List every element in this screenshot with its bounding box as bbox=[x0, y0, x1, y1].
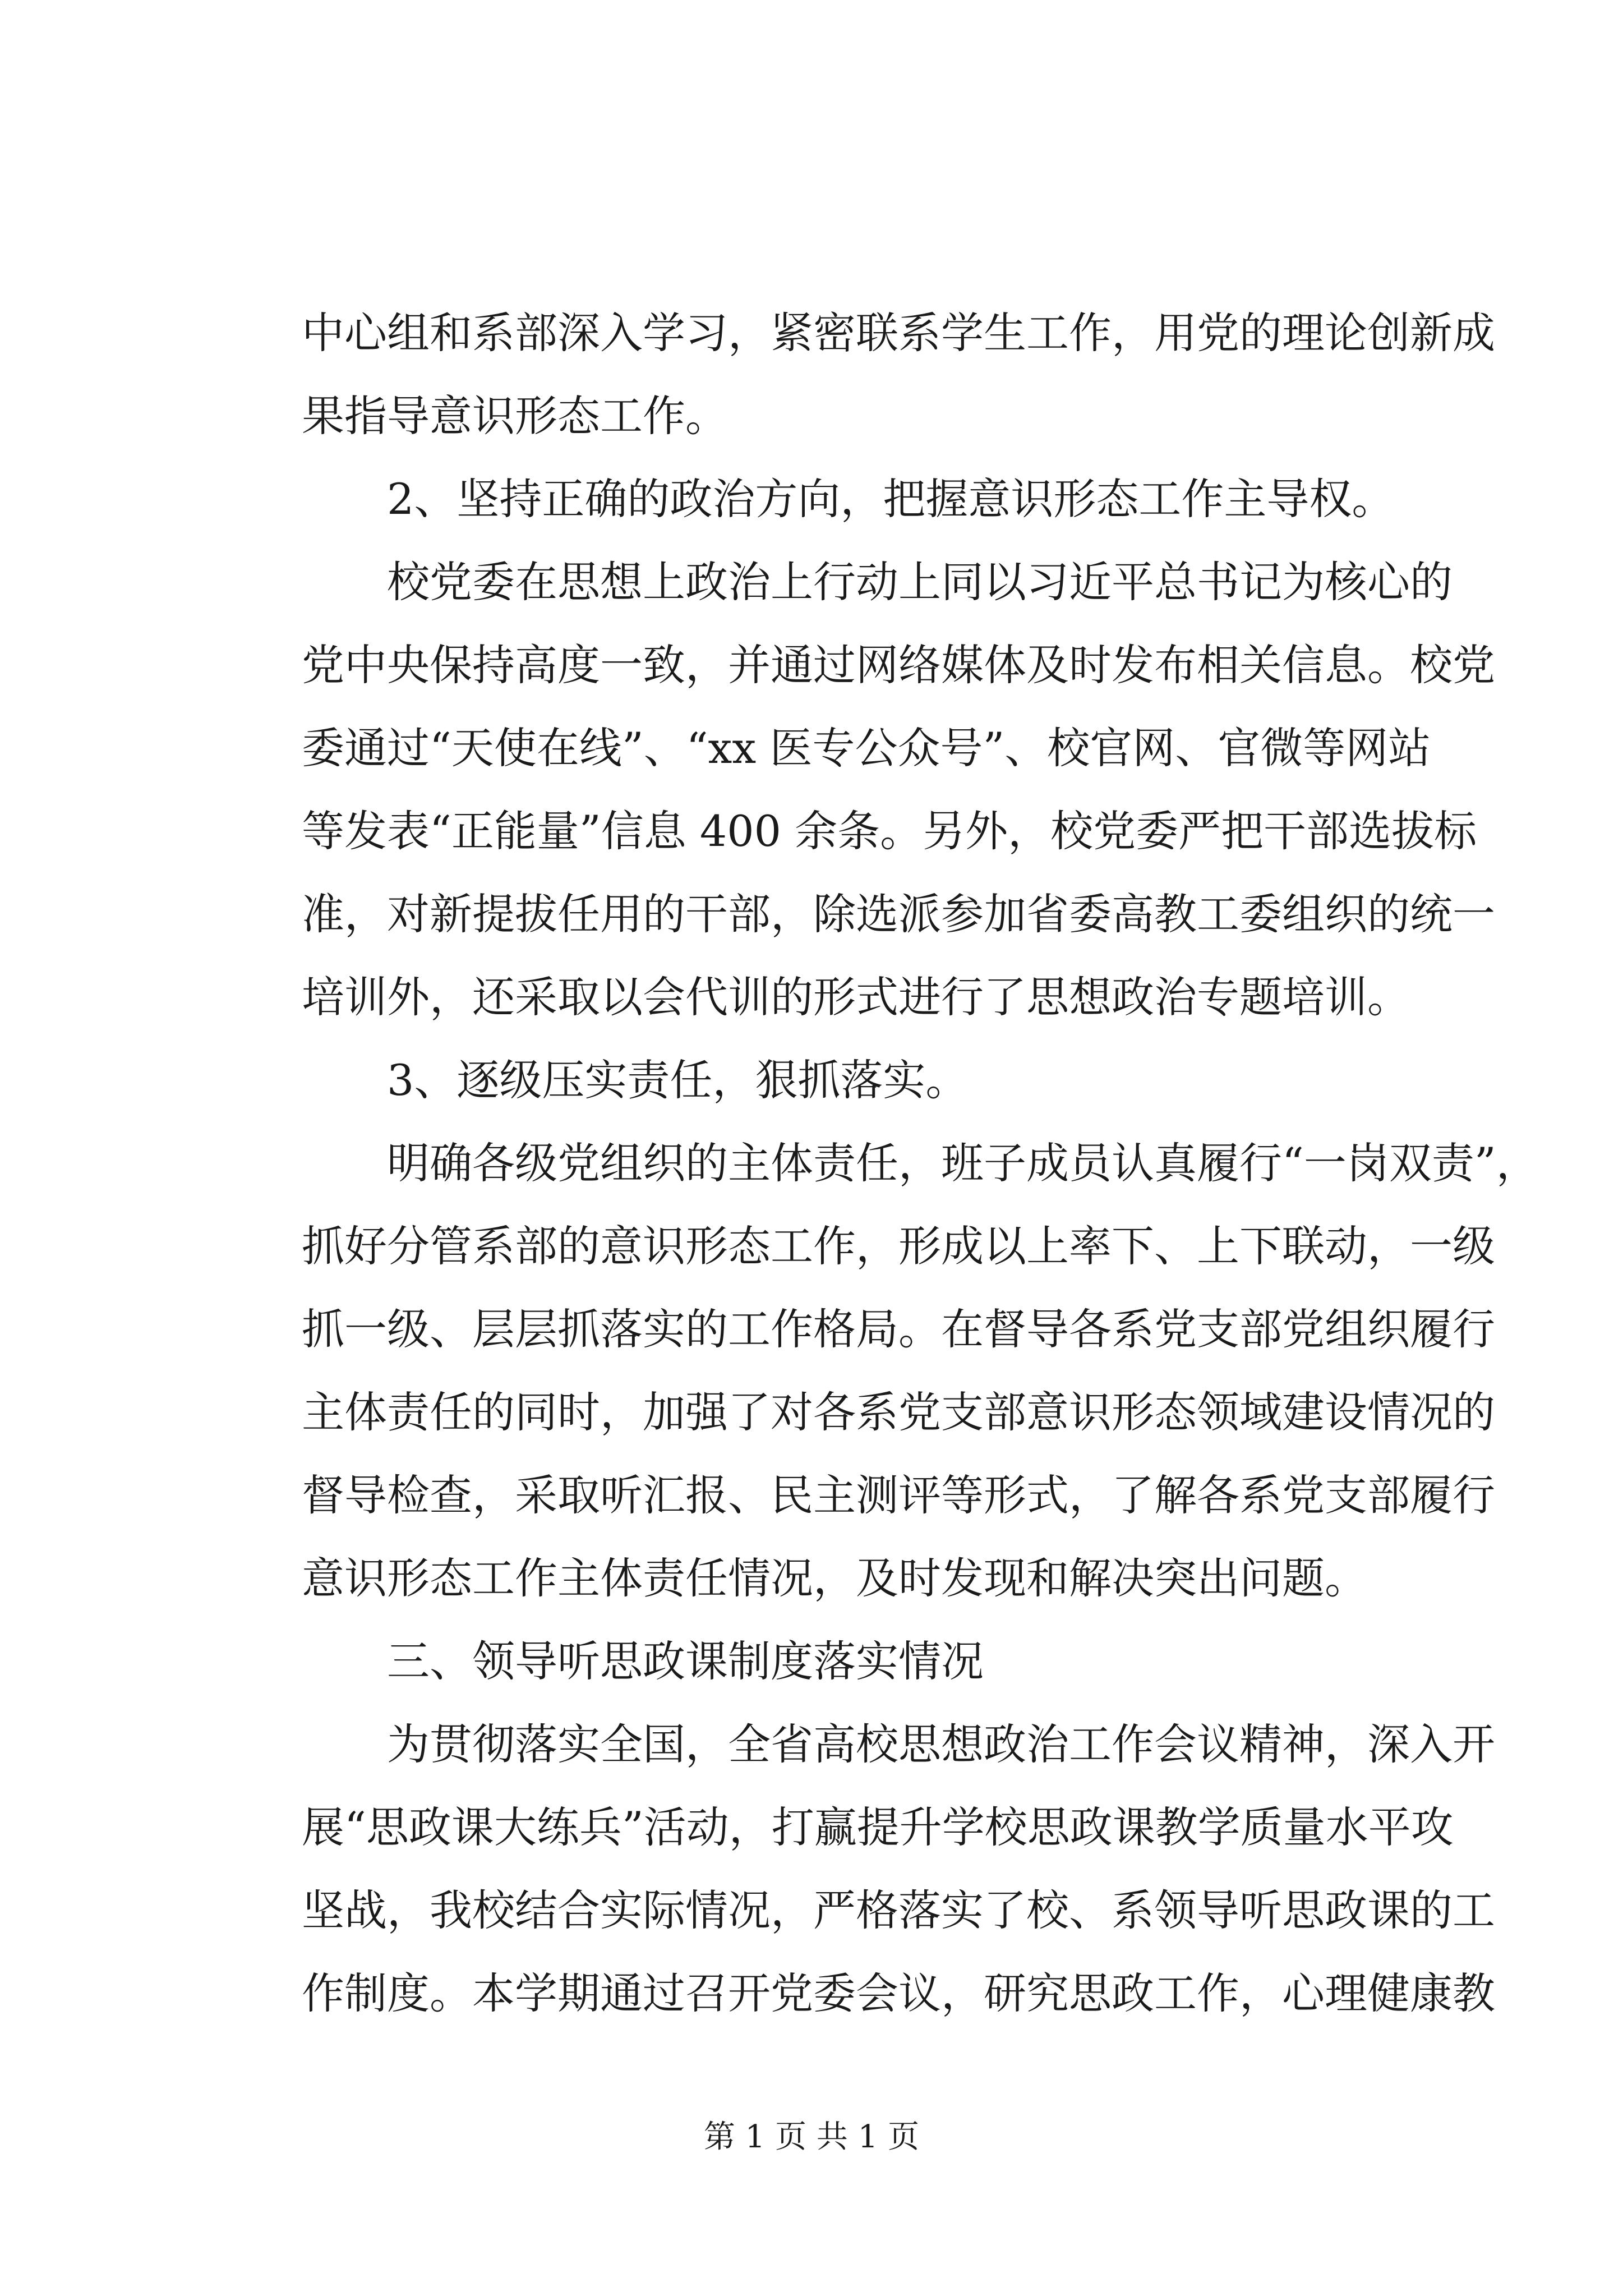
text-line: 校党委在思想上政治上行动上同以习近平总书记为核心的 bbox=[387, 557, 1453, 607]
text-line: 果指导意识形态工作。 bbox=[302, 391, 728, 441]
text-line: 作制度。本学期通过召开党委会议，研究思政工作，心理健康教 bbox=[302, 1968, 1495, 2018]
text-line: 抓好分管系部的意识形态工作，形成以上率下、上下联动，一级 bbox=[302, 1221, 1495, 1271]
text-line: 为贯彻落实全国，全省高校思想政治工作会议精神，深入开 bbox=[387, 1719, 1495, 1769]
page-footer: 第 1 页 共 1 页 bbox=[703, 2119, 920, 2155]
text-line: 督导检查，采取听汇报、民主测评等形式，了解各系党支部履行 bbox=[302, 1470, 1495, 1520]
text-line: 展“思政课大练兵”活动，打赢提升学校思政课教学质量水平攻 bbox=[302, 1802, 1454, 1852]
text-line: 2、坚持正确的政治方向，把握意识形态工作主导权。 bbox=[387, 474, 1395, 524]
text-line: 意识形态工作主体责任情况，及时发现和解决突出问题。 bbox=[302, 1553, 1367, 1603]
document-body bbox=[302, 292, 1539, 2035]
text-line: 委通过“天使在线”、“xx 医专公众号”、校官网、官微等网站 bbox=[302, 723, 1431, 773]
text-line: 中心组和系部深入学习，紧密联系学生工作，用党的理论创新成 bbox=[302, 308, 1495, 358]
text-line: 主体责任的同时，加强了对各系党支部意识形态领域建设情况的 bbox=[302, 1387, 1495, 1437]
text-line: 准，对新提拔任用的干部，除选派参加省委高教工委组织的统一 bbox=[302, 889, 1495, 939]
text-line: 抓一级、层层抓落实的工作格局。在督导各系党支部党组织履行 bbox=[302, 1304, 1495, 1354]
text-line: 培训外，还采取以会代训的形式进行了思想政治专题培训。 bbox=[302, 972, 1410, 1022]
text-line: 3、逐级压实责任，狠抓落实。 bbox=[387, 1055, 969, 1105]
text-line: 等发表“正能量”信息 400 余条。另外，校党委严把干部选拔标 bbox=[302, 806, 1477, 856]
text-line: 三、领导听思政课制度落实情况 bbox=[387, 1636, 984, 1686]
text-line: 党中央保持高度一致，并通过网络媒体及时发布相关信息。校党 bbox=[302, 640, 1495, 690]
text-line: 明确各级党组织的主体责任，班子成员认真履行“一岗双责”， bbox=[387, 1138, 1539, 1188]
text-line: 坚战，我校结合实际情况，严格落实了校、系领导听思政课的工 bbox=[302, 1885, 1495, 1935]
